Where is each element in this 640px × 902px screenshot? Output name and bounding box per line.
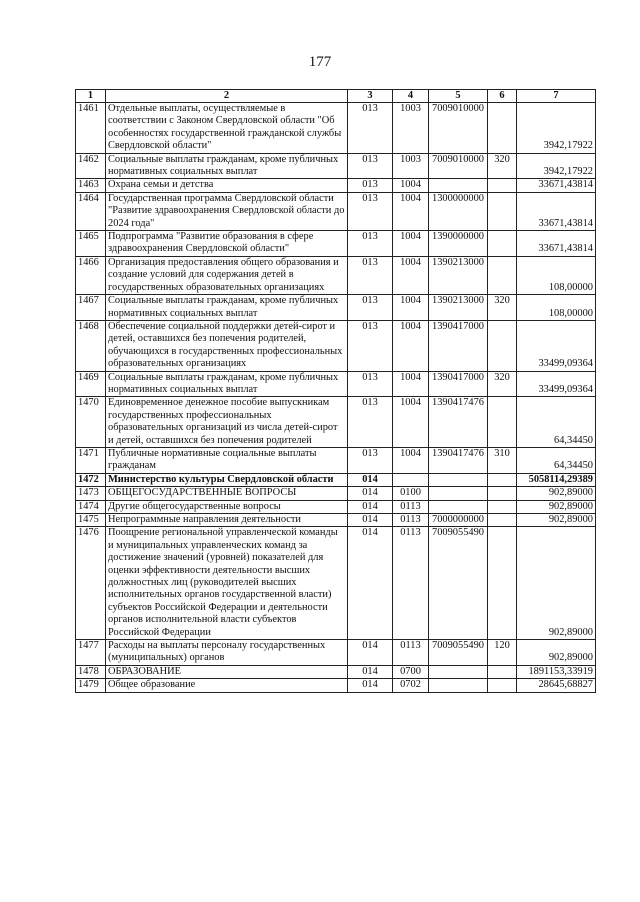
expense-type-cell: [488, 665, 517, 678]
amount-cell: 108,00000: [517, 295, 596, 321]
target-code-cell: [429, 679, 488, 692]
item-name-cell: Социальные выплаты гражданам, кроме публичных нормативных социальных выплат: [106, 295, 348, 321]
item-name-cell: Министерство культуры Свердловской области: [106, 473, 348, 486]
expense-type-cell: 320: [488, 153, 517, 179]
table-row: [76, 179, 596, 192]
table-row: [76, 192, 596, 230]
row-number-cell: 1473: [76, 487, 106, 500]
admin-code-cell: 014: [348, 473, 393, 486]
expense-type-cell: [488, 103, 517, 154]
section-code-cell: 1004: [393, 192, 429, 230]
amount-cell: 108,00000: [517, 256, 596, 294]
admin-code-cell: 014: [348, 527, 393, 640]
item-name-cell: Другие общегосударственные вопросы: [106, 500, 348, 513]
expense-type-cell: [488, 473, 517, 486]
row-number-cell: 1463: [76, 179, 106, 192]
section-code-cell: 0100: [393, 487, 429, 500]
row-number-cell: 1477: [76, 640, 106, 666]
item-name-cell: ОБЩЕГОСУДАРСТВЕННЫЕ ВОПРОСЫ: [106, 487, 348, 500]
row-number-cell: 1471: [76, 447, 106, 473]
expense-type-cell: [488, 256, 517, 294]
target-code-cell: [429, 487, 488, 500]
section-code-cell: 1004: [393, 295, 429, 321]
expense-type-cell: [488, 397, 517, 448]
expense-type-cell: 320: [488, 295, 517, 321]
table-body: [76, 103, 596, 693]
admin-code-cell: 014: [348, 665, 393, 678]
admin-code-cell: 013: [348, 192, 393, 230]
expense-type-cell: [488, 192, 517, 230]
table-row: [76, 256, 596, 294]
admin-code-cell: 013: [348, 447, 393, 473]
table-row: [76, 103, 596, 154]
budget-table: [75, 89, 596, 693]
amount-cell: 5058114,29389: [517, 473, 596, 486]
header-cell: 1: [76, 90, 106, 103]
amount-cell: 902,89000: [517, 514, 596, 527]
expense-type-cell: 310: [488, 447, 517, 473]
amount-cell: 28645,68827: [517, 679, 596, 692]
target-code-cell: 1390417476: [429, 447, 488, 473]
expense-type-cell: 320: [488, 371, 517, 397]
item-name-cell: Социальные выплаты гражданам, кроме публичных нормативных социальных выплат: [106, 371, 348, 397]
amount-cell: 902,89000: [517, 640, 596, 666]
table-row: [76, 231, 596, 257]
target-code-cell: [429, 179, 488, 192]
header-cell: 5: [429, 90, 488, 103]
item-name-cell: ОБРАЗОВАНИЕ: [106, 665, 348, 678]
expense-type-cell: [488, 487, 517, 500]
header-cell: 6: [488, 90, 517, 103]
admin-code-cell: 013: [348, 320, 393, 371]
item-name-cell: Поощрение региональной управленческой команды и муниципальных управленческих команд за достижение значений (уровней) показателей для оценки эффективности деятельности высших должностных лиц (руководителей высших исполнительных органов государственной власти) субъектов Российской Федерации и деятельности органов исполнительной власти субъектов Российской Федерации: [106, 527, 348, 640]
admin-code-cell: 014: [348, 500, 393, 513]
row-number-cell: 1466: [76, 256, 106, 294]
table-row: [76, 447, 596, 473]
expense-type-cell: 120: [488, 640, 517, 666]
item-name-cell: Непрограммные направления деятельности: [106, 514, 348, 527]
section-code-cell: 0702: [393, 679, 429, 692]
item-name-cell: Единовременное денежное пособие выпускникам государственных профессиональных образовательных организаций из числа детей-сирот и детей, оставшихся без попечения родителей: [106, 397, 348, 448]
expense-type-cell: [488, 179, 517, 192]
row-number-cell: 1469: [76, 371, 106, 397]
expense-type-cell: [488, 320, 517, 371]
section-code-cell: 1004: [393, 231, 429, 257]
section-code-cell: 1004: [393, 179, 429, 192]
target-code-cell: 7009010000: [429, 153, 488, 179]
section-code-cell: 0113: [393, 500, 429, 513]
section-code-cell: [393, 473, 429, 486]
item-name-cell: Общее образование: [106, 679, 348, 692]
section-code-cell: 1003: [393, 103, 429, 154]
section-code-cell: 1004: [393, 447, 429, 473]
admin-code-cell: 013: [348, 256, 393, 294]
target-code-cell: 1300000000: [429, 192, 488, 230]
row-number-cell: 1474: [76, 500, 106, 513]
table-row: [76, 665, 596, 678]
table-row: [76, 679, 596, 692]
admin-code-cell: 013: [348, 295, 393, 321]
admin-code-cell: 013: [348, 179, 393, 192]
header-cell: 7: [517, 90, 596, 103]
item-name-cell: Обеспечение социальной поддержки детей-сирот и детей, оставшихся без попечения родителей, обучающихся в государственных профессиональных образовательных организациях: [106, 320, 348, 371]
item-name-cell: Социальные выплаты гражданам, кроме публичных нормативных социальных выплат: [106, 153, 348, 179]
admin-code-cell: 013: [348, 371, 393, 397]
expense-type-cell: [488, 514, 517, 527]
item-name-cell: Расходы на выплаты персоналу государственных (муниципальных) органов: [106, 640, 348, 666]
amount-cell: 902,89000: [517, 527, 596, 640]
table-row: [76, 527, 596, 640]
expense-type-cell: [488, 679, 517, 692]
admin-code-cell: 013: [348, 397, 393, 448]
header-cell: 4: [393, 90, 429, 103]
admin-code-cell: 013: [348, 153, 393, 179]
page-number: 177: [308, 54, 332, 70]
section-code-cell: 1004: [393, 320, 429, 371]
table-row: [76, 320, 596, 371]
item-name-cell: Подпрограмма "Развитие образования в сфере здравоохранения Свердловской области": [106, 231, 348, 257]
amount-cell: 64,34450: [517, 447, 596, 473]
table-row: [76, 514, 596, 527]
admin-code-cell: 014: [348, 679, 393, 692]
item-name-cell: Публичные нормативные социальные выплаты гражданам: [106, 447, 348, 473]
target-code-cell: 1390417476: [429, 397, 488, 448]
section-code-cell: 1004: [393, 256, 429, 294]
row-number-cell: 1468: [76, 320, 106, 371]
row-number-cell: 1476: [76, 527, 106, 640]
section-code-cell: 1004: [393, 397, 429, 448]
item-name-cell: Организация предоставления общего образования и создание условий для содержания детей в государственных образовательных организациях: [106, 256, 348, 294]
section-code-cell: 0113: [393, 640, 429, 666]
target-code-cell: 1390213000: [429, 295, 488, 321]
row-number-cell: 1462: [76, 153, 106, 179]
target-code-cell: [429, 500, 488, 513]
table-row: [76, 397, 596, 448]
amount-cell: 1891153,33919: [517, 665, 596, 678]
table-row: [76, 295, 596, 321]
amount-cell: 33671,43814: [517, 179, 596, 192]
section-code-cell: 1004: [393, 371, 429, 397]
header-cell: 3: [348, 90, 393, 103]
target-code-cell: 1390213000: [429, 256, 488, 294]
admin-code-cell: 013: [348, 231, 393, 257]
expense-type-cell: [488, 500, 517, 513]
row-number-cell: 1464: [76, 192, 106, 230]
table-row: [76, 640, 596, 666]
section-code-cell: 0113: [393, 514, 429, 527]
target-code-cell: 7009055490: [429, 640, 488, 666]
amount-cell: 33499,09364: [517, 320, 596, 371]
target-code-cell: [429, 473, 488, 486]
admin-code-cell: 013: [348, 103, 393, 154]
table-row: [76, 473, 596, 486]
admin-code-cell: 014: [348, 514, 393, 527]
table-row: [76, 487, 596, 500]
section-code-cell: 1003: [393, 153, 429, 179]
amount-cell: 902,89000: [517, 487, 596, 500]
amount-cell: 33499,09364: [517, 371, 596, 397]
row-number-cell: 1479: [76, 679, 106, 692]
target-code-cell: 7009010000: [429, 103, 488, 154]
amount-cell: 33671,43814: [517, 231, 596, 257]
row-number-cell: 1461: [76, 103, 106, 154]
target-code-cell: 1390417000: [429, 371, 488, 397]
row-number-cell: 1467: [76, 295, 106, 321]
item-name-cell: Отдельные выплаты, осуществляемые в соответствии с Законом Свердловской области "Об особенностях государственной гражданской службы Свердловской области": [106, 103, 348, 154]
expense-type-cell: [488, 527, 517, 640]
amount-cell: 3942,17922: [517, 103, 596, 154]
row-number-cell: 1465: [76, 231, 106, 257]
target-code-cell: 1390000000: [429, 231, 488, 257]
amount-cell: 3942,17922: [517, 153, 596, 179]
header-cell: 2: [106, 90, 348, 103]
section-code-cell: 0700: [393, 665, 429, 678]
item-name-cell: Государственная программа Свердловской области "Развитие здравоохранения Свердловской области до 2024 года": [106, 192, 348, 230]
admin-code-cell: 014: [348, 487, 393, 500]
section-code-cell: 0113: [393, 527, 429, 640]
amount-cell: 902,89000: [517, 500, 596, 513]
row-number-cell: 1475: [76, 514, 106, 527]
admin-code-cell: 014: [348, 640, 393, 666]
target-code-cell: [429, 665, 488, 678]
header-row: [76, 90, 596, 103]
expense-type-cell: [488, 231, 517, 257]
row-number-cell: 1478: [76, 665, 106, 678]
amount-cell: 33671,43814: [517, 192, 596, 230]
table-row: [76, 500, 596, 513]
row-number-cell: 1470: [76, 397, 106, 448]
row-number-cell: 1472: [76, 473, 106, 486]
table-row: [76, 371, 596, 397]
target-code-cell: 7000000000: [429, 514, 488, 527]
table-row: [76, 153, 596, 179]
target-code-cell: 7009055490: [429, 527, 488, 640]
target-code-cell: 1390417000: [429, 320, 488, 371]
amount-cell: 64,34450: [517, 397, 596, 448]
item-name-cell: Охрана семьи и детства: [106, 179, 348, 192]
